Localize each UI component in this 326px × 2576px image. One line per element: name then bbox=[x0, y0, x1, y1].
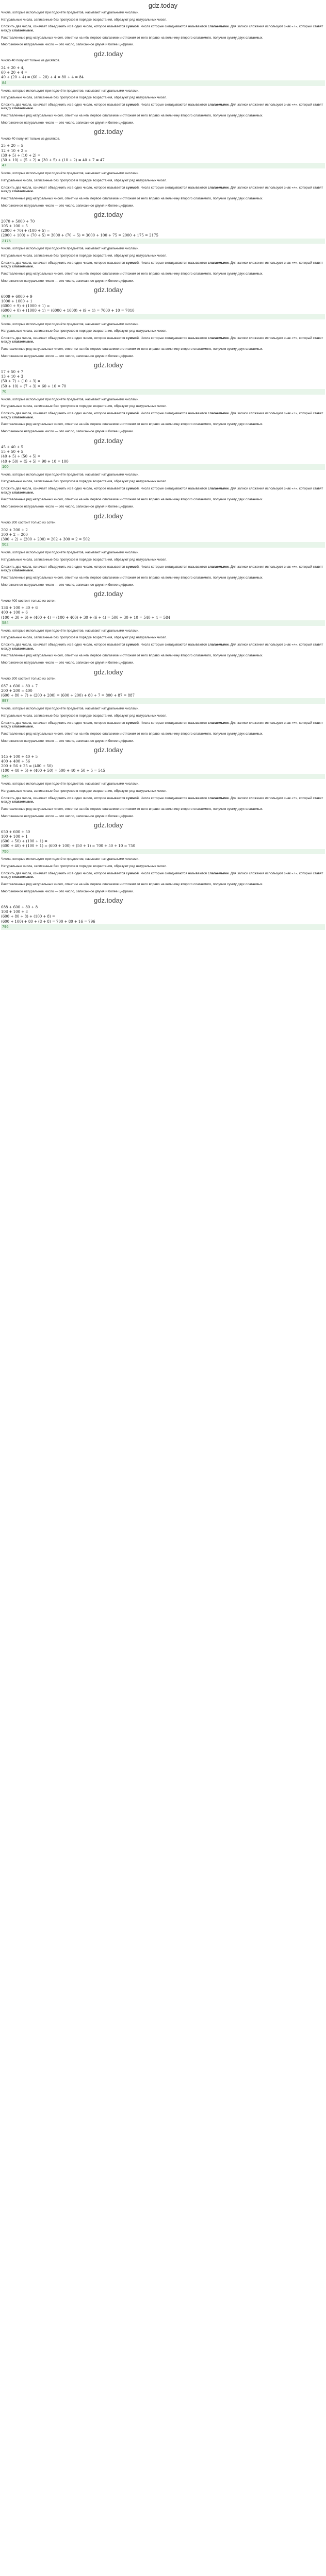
term-sum: суммой bbox=[126, 643, 139, 647]
term-addends-short: слагаемыми. bbox=[12, 725, 34, 729]
math-line: 60 + 20 + 4 = bbox=[1, 71, 27, 75]
answer-value: 887 bbox=[1, 698, 325, 704]
site-logo[interactable]: gdz.today bbox=[148, 2, 178, 9]
math-line: (50 + 7) + (10 + 3) = bbox=[1, 379, 41, 384]
exercise-section bbox=[1, 551, 325, 626]
math-line: 687 + 600 + 80 + 7 bbox=[1, 684, 38, 688]
math-line: (600 + 100) + 80 + (8 + 8) = 700 + 80 + 16 = 796 bbox=[1, 919, 95, 924]
term-addends: слагаемыми bbox=[207, 411, 229, 415]
definition-sum: Сложить два числа, означает объединить их в одно число, которое называется суммой. Числа которые складываются называются слагаемыми. Для записи сложения используют знак «+», который ставят между слагаемыми. bbox=[1, 643, 323, 651]
term-sum: суммой bbox=[126, 565, 139, 569]
math-line: 45 + 40 + 5 bbox=[1, 445, 23, 449]
section-intro: Число 200 состоит только из сотен. bbox=[1, 520, 57, 524]
math-line: (600 + 40) + (100 + 1) = (600 + 100) + (50 + 1) = 700 + 50 + 10 = 750 bbox=[1, 844, 136, 849]
watermark-logo: gdz.today bbox=[94, 128, 123, 136]
term-addends-short: слагаемыми. bbox=[12, 490, 34, 495]
math-line: (100 + 30 + 6) + (400 + 4) = (100 + 400) + 30 + (6 + 4) = 500 + 30 + 10 = 540 + 4 = 584 bbox=[1, 615, 171, 620]
term-addends: слагаемыми bbox=[207, 25, 229, 29]
definition-natural: Числа, которые используют при подсчёте предметов, называют натуральными числами. bbox=[1, 782, 140, 786]
exercise-section bbox=[1, 707, 325, 779]
term-addends: слагаемыми bbox=[207, 565, 229, 569]
definition-natural: Числа, которые используют при подсчёте предметов, называют натуральными числами. bbox=[1, 172, 140, 176]
definition-multidigit: Многозначное натуральное число — это число, записанное двумя и более цифрами. bbox=[1, 279, 134, 283]
watermark-logo: gdz.today bbox=[94, 896, 123, 905]
math-line: 24 + 20 + 4, bbox=[1, 65, 25, 70]
math-line: 13 + 10 + 3 bbox=[1, 375, 23, 379]
term-addends-short: слагаемыми. bbox=[12, 28, 34, 32]
term-addends: слагаемыми bbox=[207, 871, 229, 875]
answer-value: 796 bbox=[1, 924, 325, 930]
answer-value: 7010 bbox=[1, 314, 325, 319]
definition-number-line: Расставленные ряд натуральных чисел, отметим на нём первое слагаемое и отложим от него вправо на величину второго слагаемого, получим сумму двух слагаемых. bbox=[1, 196, 264, 200]
watermark-logo: gdz.today bbox=[94, 590, 123, 598]
definition-sum: Сложить два числа, означает объединить их в одно число, которое называется суммой. Числа которые складываются называются слагаемыми. Для записи сложения используют знак «+», который ставят между слагаемыми. bbox=[1, 411, 323, 419]
math-line: 2070 + 5000 + 70 bbox=[1, 219, 35, 224]
definition-natural: Числа, которые используют при подсчёте предметов, называют натуральными числами. bbox=[1, 89, 140, 93]
definition-number-line: Расставленные ряд натуральных чисел, отметим на нём первое слагаемое и отложим от него вправо на величину второго слагаемого, получим сумму двух слагаемых. bbox=[1, 347, 264, 351]
definition-sum: Сложить два числа, означает объединить их в одно число, которое называется суммой. Числа которые складываются называются слагаемыми. Для записи сложения используют знак «+», который ставят между слагаемыми. bbox=[1, 261, 323, 269]
definition-sum: Сложить два числа, означает объединить их в одно число, которое называется суммой. Числа которые складываются называются слагаемыми. Для записи сложения используют знак «+», который ставят между слагаемыми. bbox=[1, 721, 323, 729]
definition-natural: Числа, которые используют при подсчёте предметов, называют натуральными числами. bbox=[1, 707, 140, 711]
math-line: 6009 + 6000 + 9 bbox=[1, 294, 32, 299]
definition-multidigit: Многозначное натуральное число — это число, записанное двумя и более цифрами. bbox=[1, 583, 134, 587]
definition-natural: Числа, которые используют при подсчёте предметов, называют натуральными числами. bbox=[1, 857, 140, 861]
term-addends: слагаемыми bbox=[207, 643, 229, 647]
term-addends: слагаемыми bbox=[207, 103, 229, 107]
definition-number-line: Расставленные ряд натуральных чисел, отметим на нём первое слагаемое и отложим от него вправо на величину второго слагаемого, получим сумму двух слагаемых. bbox=[1, 732, 264, 736]
term-sum: суммой bbox=[126, 411, 139, 415]
exercise-section bbox=[1, 473, 325, 548]
definition-series: Натуральные числа, записанные без пропусков в порядке возрастания, образуют ряд натуральных чисел. bbox=[1, 178, 167, 182]
definition-sum: Сложить два числа, означает объединить их в одно число, которое называется суммой. Числа которые складываются называются слагаемыми. Для записи сложения используют знак «+», который ставят между слагаемыми. bbox=[1, 565, 323, 573]
definition-natural: Числа, которые используют при подсчёте предметов, называют натуральными числами. bbox=[1, 247, 140, 251]
definition-multidigit: Многозначное натуральное число — это число, записанное двумя и более цифрами. bbox=[1, 889, 134, 893]
definition-number-line: Расставленные ряд натуральных чисел, отметим на нём первое слагаемое и отложим от него вправо на величину второго слагаемого, получим сумму двух слагаемых. bbox=[1, 272, 264, 276]
solution-page bbox=[0, 0, 326, 930]
math-line: 400 + 400 + 56 bbox=[1, 759, 30, 764]
term-sum: суммой bbox=[126, 25, 139, 29]
term-addends: слагаемыми bbox=[207, 796, 229, 800]
math-line: (600 + 80 + 8) + (100 + 8) = bbox=[1, 914, 55, 919]
definition-sum: Сложить два числа, означает объединить их в одно число, которое называется суммой. Числа которые складываются называются слагаемыми. Для записи сложения используют знак «+», который ставят между слагаемыми. bbox=[1, 871, 323, 879]
watermark-logo: gdz.today bbox=[94, 746, 123, 754]
watermark-logo: gdz.today bbox=[94, 361, 123, 369]
math-line: 145 + 100 + 40 + 5 bbox=[1, 754, 38, 759]
definition-series: Натуральные числа, записанные без пропусков в порядке возрастания, образуют ряд натуральных чисел. bbox=[1, 96, 167, 100]
definition-number-line: Расставленные ряд натуральных чисел, отметим на нём первое слагаемое и отложим от него вправо на величину второго слагаемого, получим сумму двух слагаемых. bbox=[1, 807, 264, 811]
math-line: (2000 + 100) + (70 + 5) = 3000 + (70 + 5) = 3000 + 100 + 75 = 2000 + 175 = 2175 bbox=[1, 233, 158, 238]
math-line: 57 + 50 + 7 bbox=[1, 369, 23, 374]
math-line: (40 + 5) + (50 + 5) = bbox=[1, 454, 41, 459]
watermark-logo: gdz.today bbox=[94, 668, 123, 676]
definition-multidigit: Многозначное натуральное число — это число, записанное двумя и более цифрами. bbox=[1, 204, 134, 208]
answer-value: 2175 bbox=[1, 239, 325, 244]
watermark-logo: gdz.today bbox=[94, 286, 123, 294]
definition-number-line: Расставленные ряд натуральных чисел, отметим на нём первое слагаемое и отложим от него вправо на величину второго слагаемого, получим сумму двух слагаемых. bbox=[1, 422, 264, 427]
term-sum: суммой bbox=[126, 871, 139, 875]
watermark-logo: gdz.today bbox=[94, 436, 123, 445]
definition-series: Натуральные числа, записанные без пропусков в порядке возрастания, образуют ряд натуральных чисел. bbox=[1, 789, 167, 793]
math-line: (100 + 40 + 5) + (400 + 50) = 500 + 40 + 50 + 5 = 545 bbox=[1, 769, 105, 773]
definition-number-line: Расставленные ряд натуральных чисел, отметим на нём первое слагаемое и отложим от него вправо на величину второго слагаемого, получим сумму двух слагаемых. bbox=[1, 575, 264, 580]
math-line: 650 + 600 + 50 bbox=[1, 829, 30, 834]
term-sum: суммой bbox=[126, 185, 139, 190]
exercise-section bbox=[1, 323, 325, 395]
exercise-section bbox=[1, 89, 325, 169]
definition-multidigit: Многозначное натуральное число — это число, записанное двумя и более цифрами. bbox=[1, 354, 134, 358]
definition-natural: Числа, которые используют при подсчёте предметов, называют натуральными числами. bbox=[1, 322, 140, 326]
math-line: 40 + (20 + 4) = (60 + 20) + 4 = 80 + 4 = 84 bbox=[1, 75, 84, 80]
exercise-section bbox=[1, 857, 325, 929]
definition-number-line: Расставленные ряд натуральных чисел, отметим на нём первое слагаемое и отложим от него вправо на величину второго слагаемого, получим сумму двух слагаемых. bbox=[1, 36, 264, 40]
definition-series: Натуральные числа, записанные без пропусков в порядке возрастания, образуют ряд натуральных чисел. bbox=[1, 18, 167, 22]
math-line: 105 + 100 + 5 bbox=[1, 224, 28, 228]
definition-series: Натуральные числа, записанные без пропусков в порядке возрастания, образуют ряд натуральных чисел. bbox=[1, 329, 167, 333]
section-intro: Число 40 получит только из десятков. bbox=[1, 137, 60, 141]
exercise-section bbox=[1, 782, 325, 854]
answer-value: 100 bbox=[1, 464, 325, 470]
answer-value: 750 bbox=[1, 849, 325, 855]
math-line: (600 + 50) + (100 + 1) = bbox=[1, 839, 48, 844]
math-line: 200 + 200 = 400 bbox=[1, 688, 32, 693]
section-intro: Число 400 состоит только из сотен. bbox=[1, 599, 57, 603]
definition-natural: Числа, которые используют при подсчёте предметов, называют натуральными числами. bbox=[1, 629, 140, 633]
answer-value: 84 bbox=[1, 80, 325, 86]
definition-sum: Сложить два числа, означает объединить их в одно число, которое называется суммой. Числа которые складываются называются слагаемыми. Для записи сложения используют знак «+», который ставят между слагаемыми. bbox=[1, 185, 323, 194]
definition-multidigit: Многозначное натуральное число — это число, записанное двумя и более цифрами. bbox=[1, 505, 134, 509]
term-addends-short: слагаемыми. bbox=[12, 569, 34, 573]
definition-natural: Числа, которые используют при подсчёте предметов, называют натуральными числами. bbox=[1, 11, 140, 14]
math-line: (600 + 80 + 7) + (200 + 200) = (600 + 200) + 80 + 7 = 800 + 87 = 887 bbox=[1, 693, 135, 698]
math-line: (6000 + 0) + (1000 + 1) = (6000 + 1000) + (9 + 1) = 7000 + 10 = 7010 bbox=[1, 309, 135, 313]
math-line: (300 + 2) + (200 + 200) = 202 + 300 = 2 = 502 bbox=[1, 537, 90, 542]
term-addends-short: слагаемыми. bbox=[12, 265, 34, 269]
math-line: 12 + 10 + 2 = bbox=[1, 148, 27, 153]
math-line: (2000 + 70) + (100 + 5) = bbox=[1, 229, 50, 233]
math-line: 202 + 200 + 2 bbox=[1, 528, 28, 532]
math-line: 300 + 2 = 200 bbox=[1, 532, 28, 537]
definition-natural: Числа, которые используют при подсчёте предметов, называют натуральными числами. bbox=[1, 472, 140, 477]
answer-value: 47 bbox=[1, 163, 325, 168]
definition-series: Натуральные числа, записанные без пропусков в порядке возрастания, образуют ряд натуральных чисел. bbox=[1, 557, 167, 562]
definition-number-line: Расставленные ряд натуральных чисел, отметим на нём первое слагаемое и отложим от него вправо на величину второго слагаемого, получим сумму двух слагаемых. bbox=[1, 883, 264, 887]
definition-sum: Сложить два числа, означает объединить их в одно число, которое называется суммой. Числа которые складываются называются слагаемыми. Для записи сложения используют знак «+», который ставят между слагаемыми. bbox=[1, 25, 323, 32]
watermark-logo: gdz.today bbox=[94, 211, 123, 219]
definition-series: Натуральные числа, записанные без пропусков в порядке возрастания, образуют ряд натуральных чисел. bbox=[1, 636, 167, 640]
term-addends-short: слагаемыми. bbox=[12, 647, 34, 651]
definition-natural: Числа, которые используют при подсчёте предметов, называют натуральными числами. bbox=[1, 551, 140, 555]
definition-multidigit: Многозначное натуральное число — это число, записанное двумя и более цифрами. bbox=[1, 814, 134, 818]
term-addends: слагаемыми bbox=[207, 721, 229, 725]
term-addends: слагаемыми bbox=[207, 336, 229, 340]
math-line: (40 + 50) + (5 + 5) = 90 + 10 = 100 bbox=[1, 459, 69, 464]
section-intro: Число 40 получит только из десятков. bbox=[1, 59, 60, 63]
exercise-section bbox=[1, 398, 325, 470]
exercise-section bbox=[1, 629, 325, 704]
term-addends-short: слагаемыми. bbox=[12, 415, 34, 419]
solution-content bbox=[1, 11, 325, 930]
math-line: 108 + 100 + 8 bbox=[1, 910, 28, 914]
math-line: 55 + 50 + 5 bbox=[1, 450, 23, 454]
math-line: 100 + 100 + 1 bbox=[1, 834, 28, 839]
term-addends-short: слагаемыми. bbox=[12, 875, 34, 879]
answer-value: 584 bbox=[1, 620, 325, 626]
term-addends: слагаемыми bbox=[207, 261, 229, 265]
term-addends-short: слагаемыми. bbox=[12, 800, 34, 804]
definition-sum: Сложить два числа, означает объединить их в одно число, которое называется суммой. Числа которые складываются называются слагаемыми. Для записи сложения используют знак «+», который ставят между слагаемыми. bbox=[1, 487, 323, 495]
exercise-section bbox=[1, 247, 325, 319]
definition-multidigit: Многозначное натуральное число — это число, записанное двумя и более цифрами. bbox=[1, 121, 134, 125]
definition-series: Натуральные числа, записанные без пропусков в порядке возрастания, образуют ряд натуральных чисел. bbox=[1, 404, 167, 409]
definition-multidigit: Многозначное натуральное число — это число, записанное двумя и более цифрами. bbox=[1, 739, 134, 743]
term-sum: суммой bbox=[126, 487, 139, 491]
term-addends-short: слагаемыми. bbox=[12, 107, 34, 111]
term-sum: суммой bbox=[126, 721, 139, 725]
answer-value: 502 bbox=[1, 542, 325, 548]
answer-value: 545 bbox=[1, 774, 325, 779]
definition-sum: Сложить два числа, означает объединить их в одно число, которое называется суммой. Числа которые складываются называются слагаемыми. Для записи сложения используют знак «+», который ставят между слагаемыми. bbox=[1, 336, 323, 344]
math-line: 25 + 20 = 5 bbox=[1, 144, 23, 148]
math-line: 688 + 600 + 80 + 8 bbox=[1, 905, 38, 909]
definition-multidigit: Многозначное натуральное число — это число, записанное двумя и более цифрами. bbox=[1, 429, 134, 433]
math-line: (50 + 10) + (7 + 3) = 60 + 10 = 70 bbox=[1, 384, 67, 388]
definition-series: Натуральные числа, записанные без пропусков в порядке возрастания, образуют ряд натуральных чисел. bbox=[1, 254, 167, 258]
section-intro: Число 200 состоит только из сотен. bbox=[1, 677, 57, 681]
term-addends: слагаемыми bbox=[207, 185, 229, 190]
definition-sum: Сложить два числа, означает объединить их в одно число, которое называется суммой. Числа которые складываются называются слагаемыми. Для записи сложения используют знак «+», который ставят между слагаемыми. bbox=[1, 103, 323, 111]
answer-value: 70 bbox=[1, 389, 325, 395]
site-header bbox=[1, 0, 325, 10]
definition-multidigit: Многозначное натуральное число — это число, записанное двумя и более цифрами. bbox=[1, 43, 134, 47]
exercise-section bbox=[1, 172, 325, 244]
math-line: 136 + 100 + 30 + 6 bbox=[1, 606, 38, 611]
definition-multidigit: Многозначное натуральное число — это число, записанное двумя и более цифрами. bbox=[1, 661, 134, 665]
math-line: 200 + 56 + 25 = (400 + 50) bbox=[1, 764, 53, 769]
math-line: (30 + 5) + (10 + 2) = bbox=[1, 153, 41, 158]
term-sum: суммой bbox=[126, 796, 139, 800]
term-addends-short: слагаемыми. bbox=[12, 190, 34, 194]
definition-series: Натуральные числа, записанные без пропусков в порядке возрастания, образуют ряд натуральных чисел. bbox=[1, 865, 167, 869]
watermark-logo: gdz.today bbox=[94, 49, 123, 58]
term-sum: суммой bbox=[126, 261, 139, 265]
definition-natural: Числа, которые используют при подсчёте предметов, называют натуральными числами. bbox=[1, 397, 140, 401]
term-addends-short: слагаемыми. bbox=[12, 340, 34, 344]
watermark-logo: gdz.today bbox=[94, 512, 123, 520]
math-line: (6000 + 9) + (1000 + 1) = bbox=[1, 304, 50, 309]
math-line: (30 + 10) + (5 + 2) = (30 + 5) + (10 + 2) = 40 + 7 = 47 bbox=[1, 158, 105, 163]
definition-series: Натуральные числа, записанные без пропусков в порядке возрастания, образуют ряд натуральных чисел. bbox=[1, 714, 167, 718]
term-sum: суммой bbox=[126, 336, 139, 340]
definition-number-line: Расставленные ряд натуральных чисел, отметим на нём первое слагаемое и отложим от него вправо на величину второго слагаемого, получим сумму двух слагаемых. bbox=[1, 114, 264, 118]
definition-series: Натуральные числа, записанные без пропусков в порядке возрастания, образуют ряд натуральных чисел. bbox=[1, 480, 167, 484]
watermark-logo: gdz.today bbox=[94, 821, 123, 829]
term-sum: суммой bbox=[126, 103, 139, 107]
term-addends: слагаемыми bbox=[207, 487, 229, 491]
exercise-section bbox=[1, 11, 325, 86]
math-line: 1000 + 1000 + 1 bbox=[1, 299, 32, 303]
definition-number-line: Расставленные ряд натуральных чисел, отметим на нём первое слагаемое и отложим от него вправо на величину второго слагаемого, получим сумму двух слагаемых. bbox=[1, 498, 264, 502]
definition-number-line: Расставленные ряд натуральных чисел, отметим на нём первое слагаемое и отложим от него вправо на величину второго слагаемого, получим сумму двух слагаемых. bbox=[1, 654, 264, 658]
definition-sum: Сложить два числа, означает объединить их в одно число, которое называется суммой. Числа которые складываются называются слагаемыми. Для записи сложения используют знак «+», который ставят между слагаемыми. bbox=[1, 796, 323, 804]
math-line: 400 + 100 + 6 bbox=[1, 611, 28, 615]
